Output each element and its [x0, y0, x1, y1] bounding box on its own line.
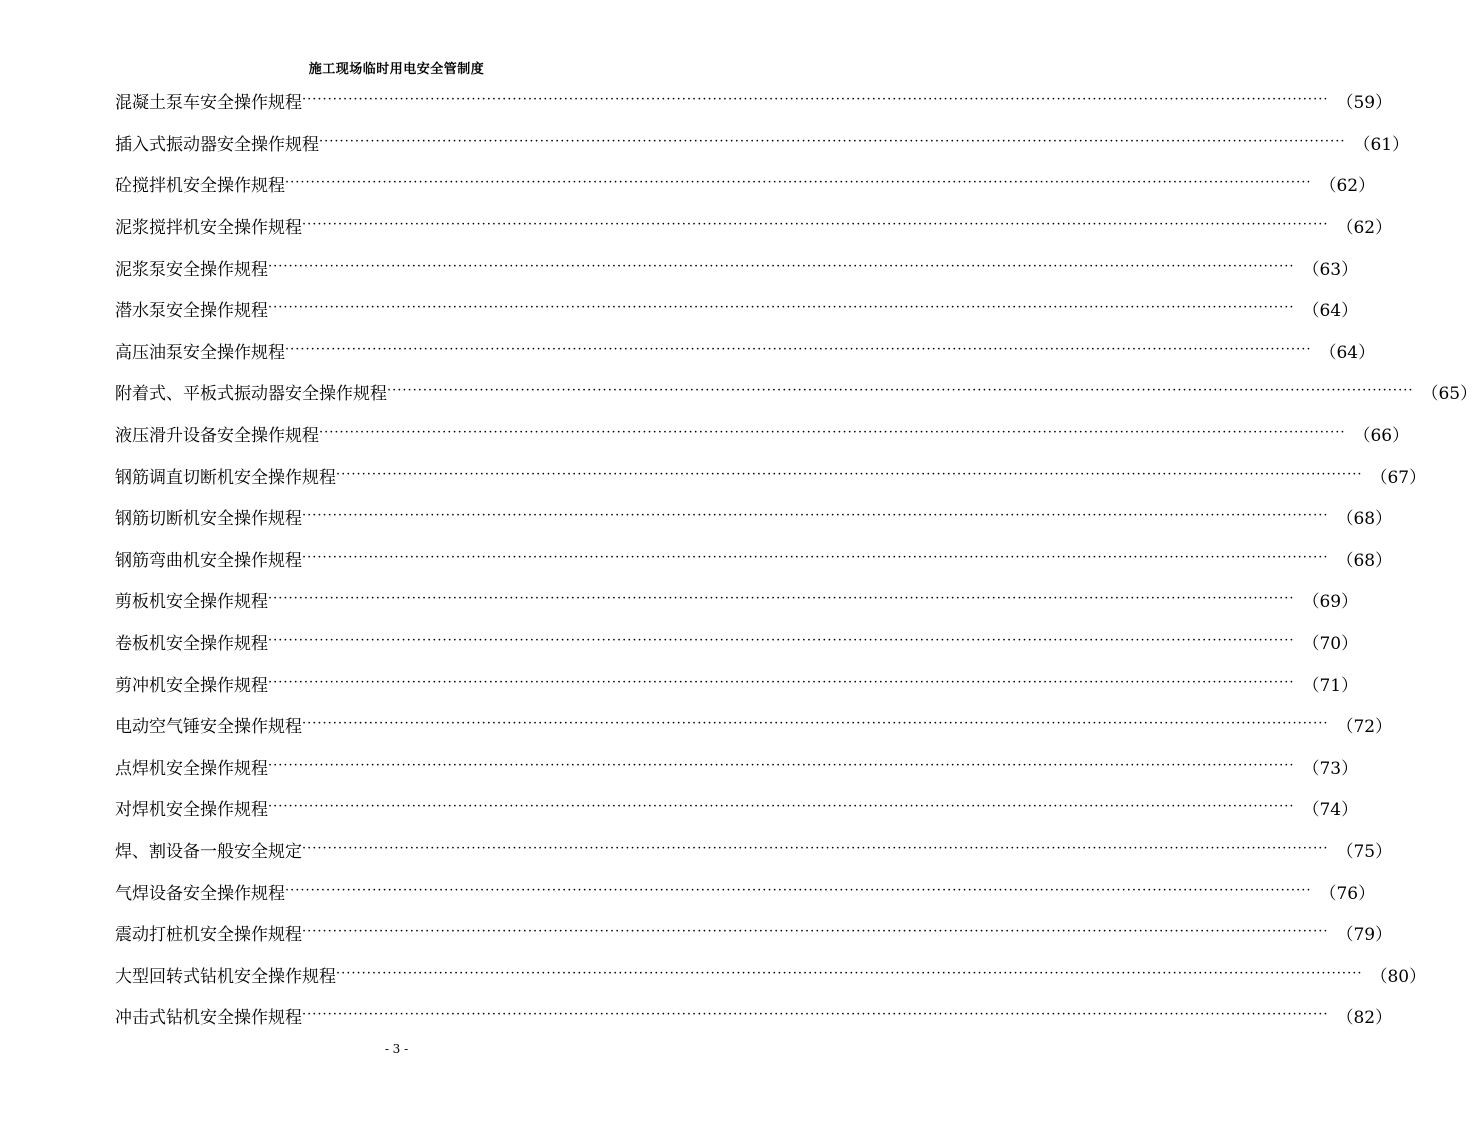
toc-dot-leader: ········································································································································································································ [268, 633, 1295, 649]
toc-entry-page: （74） [1302, 800, 1359, 821]
toc-entry-title: 卷板机安全操作规程 [115, 634, 268, 655]
toc-entry[interactable] [115, 953, 1427, 995]
toc-entry-title: 电动空气锤安全操作规程 [115, 717, 302, 738]
toc-entry[interactable] [115, 829, 1393, 871]
toc-entry-title: 潜水泵安全操作规程 [115, 301, 268, 322]
toc-entry-page: （59） [1336, 93, 1393, 114]
toc-dot-leader: ········································································································································································································ [387, 383, 1414, 399]
toc-dot-leader: ········································································································································································································ [268, 300, 1295, 316]
toc-entry[interactable] [115, 662, 1359, 704]
toc-entry-title: 焊、割设备一般安全规定 [115, 841, 302, 862]
toc-entry-page: （70） [1302, 634, 1359, 655]
toc-dot-leader: ········································································································································································································ [302, 92, 1329, 108]
toc-entry[interactable] [115, 995, 1393, 1037]
toc-dot-leader: ········································································································································································································ [285, 882, 1312, 898]
toc-dot-leader: ········································································································································································································ [319, 425, 1346, 441]
toc-entry[interactable] [115, 371, 1477, 413]
toc-dot-leader: ········································································································································································································ [336, 965, 1363, 981]
toc-entry[interactable] [115, 246, 1359, 288]
toc-dot-leader: ········································································································································································································ [285, 175, 1312, 191]
toc-entry-page: （71） [1302, 675, 1359, 696]
toc-entry[interactable] [115, 912, 1393, 954]
toc-dot-leader: ········································································································································································································ [302, 217, 1329, 233]
toc-entry-title: 钢筋切断机安全操作规程 [115, 509, 302, 530]
toc-entry-title: 附着式、平板式振动器安全操作规程 [115, 384, 387, 405]
toc-entry[interactable] [115, 579, 1359, 621]
toc-entry-title: 钢筋调直切断机安全操作规程 [115, 467, 336, 488]
toc-entry[interactable] [115, 870, 1376, 912]
toc-dot-leader: ········································································································································································································ [302, 924, 1329, 940]
toc-dot-leader: ········································································································································································································ [302, 1007, 1329, 1023]
toc-entry-title: 点焊机安全操作规程 [115, 758, 268, 779]
toc-entry[interactable] [115, 80, 1393, 122]
toc-entry-title: 钢筋弯曲机安全操作规程 [115, 550, 302, 571]
toc-dot-leader: ········································································································································································································ [268, 757, 1295, 773]
toc-entry[interactable] [115, 330, 1376, 372]
toc-entry[interactable] [115, 288, 1359, 330]
toc-dot-leader: ········································································································································································································ [302, 716, 1329, 732]
toc-entry-page: （75） [1336, 841, 1393, 862]
toc-dot-leader: ········································································································································································································ [302, 840, 1329, 856]
toc-dot-leader: ········································································································································································································ [319, 133, 1346, 149]
document-header: 施工现场临时用电安全管制度 [308, 62, 485, 77]
toc-entry-title: 冲击式钻机安全操作规程 [115, 1008, 302, 1029]
toc-entry[interactable] [115, 205, 1393, 247]
toc-entry-page: （61） [1353, 134, 1410, 155]
toc-entry-page: （68） [1336, 509, 1393, 530]
toc-entry-title: 震动打桩机安全操作规程 [115, 925, 302, 946]
toc-dot-leader: ········································································································································································································ [336, 466, 1363, 482]
toc-entry-title: 高压油泵安全操作规程 [115, 342, 285, 363]
toc-entry[interactable] [115, 122, 1410, 164]
toc-entry-title: 剪冲机安全操作规程 [115, 675, 268, 696]
toc-entry-page: （76） [1319, 883, 1376, 904]
toc-entry[interactable] [115, 413, 1410, 455]
toc-entry[interactable] [115, 746, 1359, 788]
toc-entry[interactable] [115, 454, 1427, 496]
toc-entry[interactable] [115, 496, 1393, 538]
toc-entry-page: （79） [1336, 925, 1393, 946]
toc-entry-page: （82） [1336, 1008, 1393, 1029]
toc-dot-leader: ········································································································································································································ [302, 508, 1329, 524]
toc-entry-page: （69） [1302, 592, 1359, 613]
toc-dot-leader: ········································································································································································································ [268, 591, 1295, 607]
toc-entry-page: （73） [1302, 758, 1359, 779]
toc-entry-title: 对焊机安全操作规程 [115, 800, 268, 821]
toc-entry-title: 泥浆搅拌机安全操作规程 [115, 218, 302, 239]
toc-dot-leader: ········································································································································································································ [268, 674, 1295, 690]
toc-dot-leader: ········································································································································································································ [268, 258, 1295, 274]
toc-entry-title: 大型回转式钻机安全操作规程 [115, 966, 336, 987]
toc-entry[interactable] [115, 163, 1376, 205]
toc-entry-title: 液压滑升设备安全操作规程 [115, 426, 319, 447]
toc-entry-page: （64） [1302, 301, 1359, 322]
toc-entry[interactable] [115, 704, 1393, 746]
toc-entry-title: 气焊设备安全操作规程 [115, 883, 285, 904]
toc-entry-page: （68） [1336, 550, 1393, 571]
toc-entry-page: （64） [1319, 342, 1376, 363]
toc-entry-page: （65） [1421, 384, 1477, 405]
toc-entry-title: 剪板机安全操作规程 [115, 592, 268, 613]
toc-entry[interactable] [115, 538, 1393, 580]
toc-entry-page: （62） [1319, 176, 1376, 197]
toc-entry-title: 砼搅拌机安全操作规程 [115, 176, 285, 197]
toc-dot-leader: ········································································································································································································ [285, 341, 1312, 357]
toc-dot-leader: ········································································································································································································ [268, 799, 1295, 815]
toc-dot-leader: ········································································································································································································ [302, 549, 1329, 565]
toc-entry-page: （62） [1336, 218, 1393, 239]
toc-entry-title: 泥浆泵安全操作规程 [115, 259, 268, 280]
toc-entry-title: 插入式振动器安全操作规程 [115, 134, 319, 155]
toc-entry[interactable] [115, 787, 1359, 829]
toc-entry-title: 混凝土泵车安全操作规程 [115, 93, 302, 114]
toc-entry-page: （67） [1370, 467, 1427, 488]
toc-entry-page: （66） [1353, 426, 1410, 447]
table-of-contents [115, 80, 1477, 1037]
toc-entry-page: （63） [1302, 259, 1359, 280]
toc-entry[interactable] [115, 621, 1359, 663]
page-number: - 3 - [384, 1042, 409, 1056]
toc-entry-page: （72） [1336, 717, 1393, 738]
toc-entry-page: （80） [1370, 966, 1427, 987]
